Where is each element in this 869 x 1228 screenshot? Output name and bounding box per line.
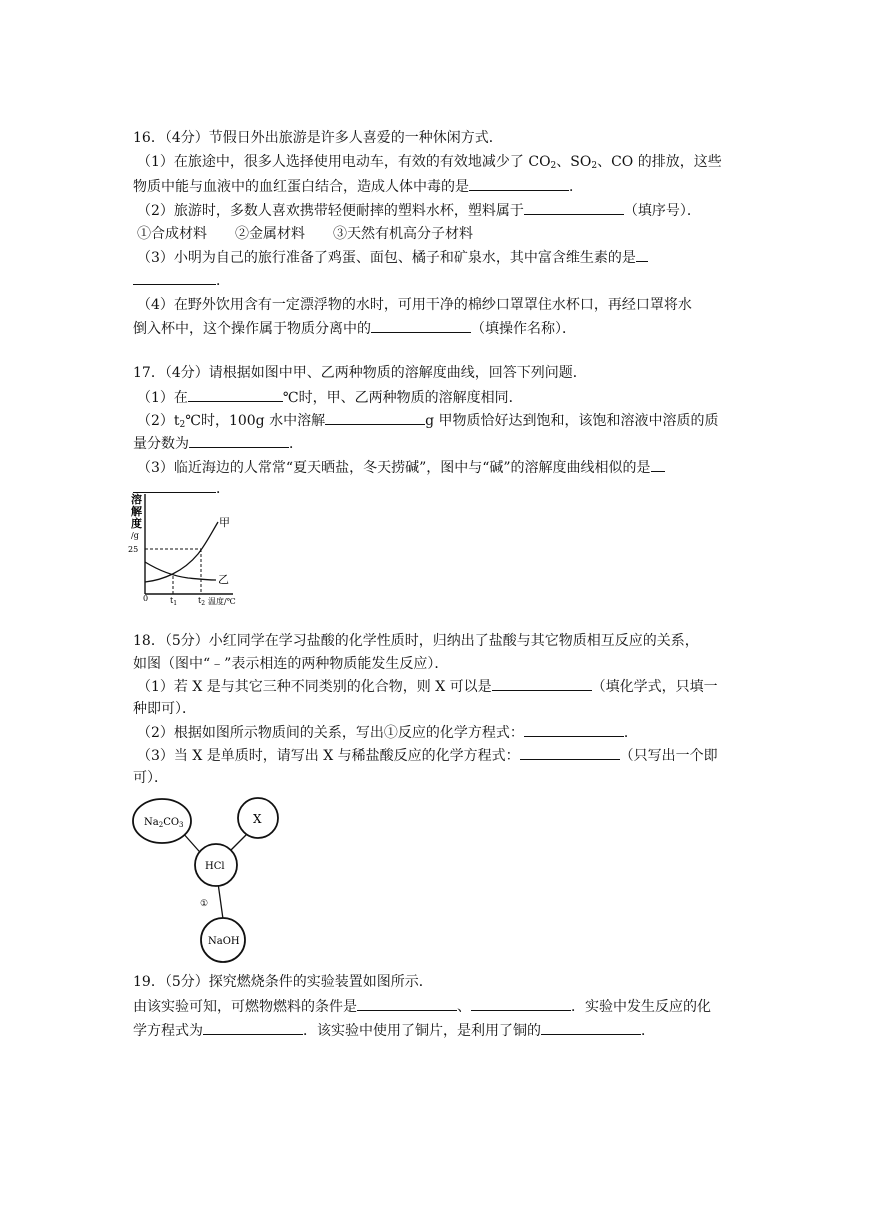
- answer-blank[interactable]: [133, 270, 216, 285]
- q19-body-cont: 学方程式为 ．该实验中使用了铜片，是利用了铜的 ．: [133, 1020, 655, 1041]
- q17-part3-cont: ．: [133, 478, 230, 499]
- q16-part4-cont: 倒入杯中，这个操作属于物质分离中的 （填操作名称）．: [133, 318, 576, 339]
- curve-jia: [145, 522, 218, 582]
- label-reaction-1: ①: [200, 899, 209, 909]
- q16-part2: （2）旅游时，多数人喜欢携带轻便耐摔的塑料水杯，塑料属于 （填序号）．: [137, 200, 701, 221]
- reaction-diagram: [130, 795, 290, 965]
- q16-part4: （4）在野外饮用含有一定漂浮物的水时，可用干净的棉纱口罩罩住水杯口，再经口罩将水: [137, 297, 692, 313]
- answer-blank[interactable]: [524, 200, 624, 215]
- label-naoh: NaOH: [208, 936, 240, 947]
- ylabel-char: 解: [131, 505, 142, 518]
- label-hcl: HCl: [205, 861, 225, 872]
- x-tick-t2: $t_2$: [198, 596, 206, 607]
- answer-blank[interactable]: [357, 996, 457, 1011]
- q16-title: 16．（4分）节假日外出旅游是许多人喜爱的一种休闲方式．: [133, 130, 503, 146]
- label-x: X: [253, 812, 262, 826]
- answer-blank[interactable]: [188, 387, 283, 402]
- answer-blank[interactable]: [541, 1020, 641, 1035]
- q17-part1: （1）在 ℃时，甲、乙两种物质的溶解度相同．: [137, 387, 523, 408]
- y-unit: /g: [131, 531, 139, 540]
- answer-blank[interactable]: [203, 1020, 303, 1035]
- q18-title-cont: 如图（图中“﹣”表示相连的两种物质能发生反应）．: [133, 656, 449, 672]
- q18-part1-cont: 种即可）．: [133, 701, 196, 717]
- link-hcl-naoh: [218, 883, 223, 919]
- curve-yi: [145, 562, 216, 580]
- answer-blank[interactable]: [636, 247, 648, 262]
- answer-blank[interactable]: [492, 676, 592, 691]
- q19-title: 19．（5分）探究燃烧条件的实验装置如图所示．: [133, 974, 433, 990]
- y-tick-25: 25: [128, 545, 139, 554]
- q19-body: 由该实验可知，可燃物燃料的条件是 、 ．实验中发生反应的化: [133, 996, 711, 1017]
- q17-part2-cont: 量分数为 ．: [133, 433, 303, 454]
- q17-part3: （3）临近海边的人常常“夏天晒盐，冬天捞碱”，图中与“碱”的溶解度曲线相似的是: [137, 457, 665, 478]
- label-na2co3: $Na_2CO_3$: [144, 817, 184, 829]
- q17-title: 17．（4分）请根据如图中甲、乙两种物质的溶解度曲线，回答下列问题．: [133, 365, 587, 381]
- label-yi: 乙: [218, 573, 229, 586]
- q16-part3: （3）小明为自己的旅行准备了鸡蛋、面包、橘子和矿泉水，其中富含维生素的是: [137, 247, 648, 268]
- answer-blank[interactable]: [471, 996, 571, 1011]
- ylabel-char: 溶: [131, 493, 142, 506]
- q18-part2: （2）根据如图所示物质间的关系，写出①反应的化学方程式： ．: [137, 722, 638, 743]
- q16-part3-cont: ．: [133, 270, 230, 291]
- solubility-chart: [128, 490, 243, 608]
- q18-part1: （1）若 X 是与其它三种不同类别的化合物，则 X 可以是 （填化学式，只填一: [137, 676, 718, 697]
- q16-options: ①合成材料 ②金属材料 ③天然有机高分子材料: [137, 226, 473, 242]
- answer-blank[interactable]: [651, 457, 665, 472]
- x-axis-label: 温度/℃: [208, 597, 236, 606]
- answer-blank[interactable]: [469, 176, 569, 191]
- origin-label: 0: [143, 594, 149, 603]
- q17-part2: $(2)t_2℃$时，100g 水中溶解 g 甲物质恰好达到饱和，该饱和溶液中溶质的质: [137, 410, 719, 435]
- answer-blank[interactable]: [325, 410, 425, 425]
- q16-part1-cont: 物质中能与血液中的血红蛋白结合，造成人体中毒的是 ．: [133, 176, 583, 197]
- q18-part3-cont: 可）．: [133, 770, 168, 786]
- answer-blank[interactable]: [371, 318, 471, 333]
- x-tick-t1: $t_1$: [170, 596, 178, 607]
- answer-blank[interactable]: [520, 745, 620, 760]
- ylabel-char: 度: [131, 517, 142, 530]
- q18-part3: （3）当 X 是单质时，请写出 X 与稀盐酸反应的化学方程式： （只写出一个即: [137, 745, 718, 766]
- answer-blank[interactable]: [189, 433, 289, 448]
- label-jia: 甲: [219, 516, 230, 529]
- q16-part1: （1）在旅途中，很多人选择使用电动车，有效的有效地减少了 $CO_2$、$SO_2$、CO 的排放，这些: [137, 154, 722, 171]
- answer-blank[interactable]: [524, 722, 624, 737]
- q18-title: 18．（5分）小红同学在学习盐酸的化学性质时，归纳出了盐酸与其它物质相互反应的关系，: [133, 633, 699, 649]
